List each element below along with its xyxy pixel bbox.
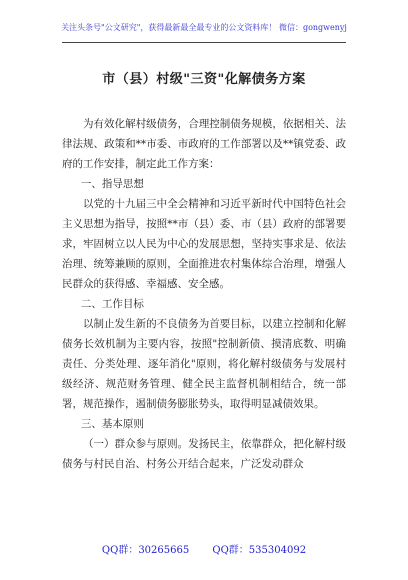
header-notice: 关注头条号"公文研究"，获得最新最全最专业的公文资料库！ 微信：gongwenyj bbox=[61, 23, 347, 32]
paragraph-guiding-ideology: 以党的十九届三中全会精神和习近平新时代中国特色社会主义思想为指导，按照**市（县）委、市（县）政府的部署要求，牢固树立以人民为中心的发展思想，坚持实事求是、依法治理、统筹兼顾的原则，全面推进农村集体综合治理，增强人民群众的获得感、幸福感、安全感。 bbox=[62, 198, 346, 290]
header-divider bbox=[62, 42, 346, 43]
section-heading-basic-principles: 三、基本原则 bbox=[80, 418, 144, 430]
paragraph-intro: 为有效化解村级债务，合理控制债务规模，依据相关、法律法规、政策和**市委、市政府的工作部署以及**镇党委、政府的工作安排，制定此工作方案： bbox=[62, 118, 346, 170]
footer-contact bbox=[0, 541, 408, 556]
paragraph-work-goals: 以制止发生新的不良债务为首要目标，以建立控制和化解债务长效机制为主要内容，按照"控制新债、摸清底数、明确责任、分类处理、逐年消化"原则，将化解村级债务与发展村级经济、规范财务管理、健全民主监督机制相结合，统一部署，规范操作，遏制债务膨胀势头，取得明显减债效果。 bbox=[62, 318, 346, 410]
section-heading-work-goals: 二、工作目标 bbox=[80, 298, 144, 310]
document-body bbox=[62, 114, 346, 474]
paragraph-mass-participation: （一）群众参与原则。发扬民主，依靠群众，把化解村级债务与村民自治、村务公开结合起来，广泛发动群众 bbox=[62, 438, 346, 470]
document-title: 市（县）村级"三资"化解债务方案 bbox=[102, 72, 306, 87]
footer-qq-group-2: QQ群：535304092 bbox=[212, 545, 307, 556]
section-heading-guiding-ideology: 一、指导思想 bbox=[80, 178, 144, 190]
footer-qq-group-1: QQ群：30265665 bbox=[101, 545, 190, 556]
